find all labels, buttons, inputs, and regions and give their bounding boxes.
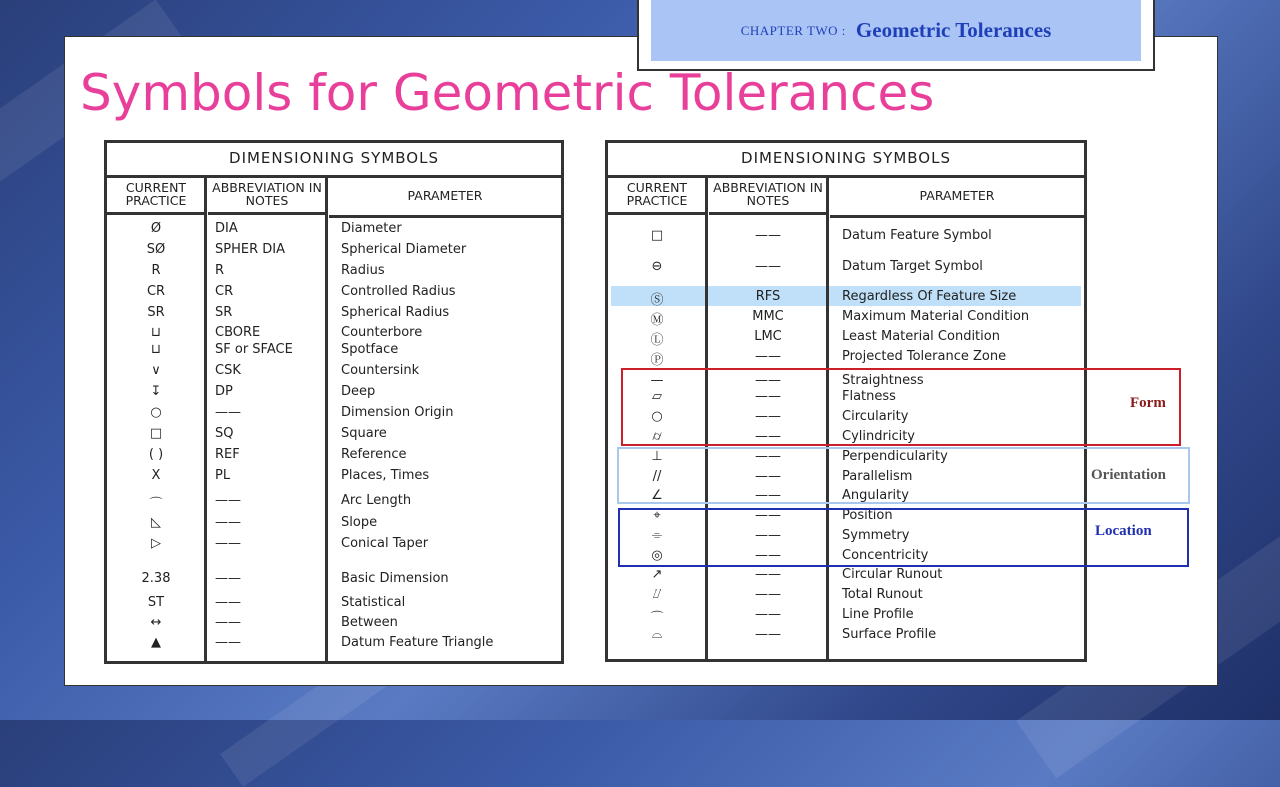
left-symbols-table [104,140,564,664]
symbol-cell: ○ [150,405,162,420]
parameter-cell: Controlled Radius [341,284,456,299]
parameter-cell: Datum Feature Triangle [341,635,494,650]
symbol-cell: ⌖ [653,508,661,523]
parameter-cell: Datum Target Symbol [842,259,983,274]
parameter-cell: Basic Dimension [341,571,449,586]
table-row [608,289,1084,309]
parameter-cell: Maximum Material Condition [842,309,1030,324]
symbol-cell: ◺ [151,515,161,530]
abbreviation-cell: CBORE [215,325,261,340]
parameter-cell: Diameter [341,221,402,236]
parameter-cell: Statistical [341,595,406,610]
symbol-cell: // [652,469,662,484]
parameter-cell: Flatness [842,389,896,404]
symbol-cell: ST [147,595,165,610]
abbreviation-cell: —— [755,607,781,622]
parameter-cell: Perpendicularity [842,449,948,464]
chapter-title: Geometric Tolerances [855,18,1052,42]
symbol-cell: ⌭ [652,429,662,444]
column-header-parameter: PARAMETER [830,175,1084,218]
parameter-cell: Position [842,508,893,523]
symbol-cell: ∠ [651,488,663,503]
table-row [107,221,561,241]
symbol-cell: ⌰ [652,587,662,602]
table-row [107,635,561,655]
parameter-cell: Spotface [341,342,399,357]
symbol-cell: ⌒ [650,611,664,626]
abbreviation-cell: —— [755,627,781,642]
parameter-cell: Conical Taper [341,536,429,551]
parameter-cell: Slope [341,515,378,530]
parameter-cell: Reference [341,447,407,462]
abbreviation-cell: —— [755,469,781,484]
symbol-cell: SR [147,305,165,320]
abbreviation-cell: —— [755,409,781,424]
symbol-cell: ⊔ [150,325,162,340]
form-group-label: Form [1130,395,1166,411]
abbreviation-cell: SQ [215,426,234,441]
symbol-cell: ⊖ [651,259,663,274]
chapter-prefix: CHAPTER TWO : [740,22,846,38]
abbreviation-cell: —— [215,571,241,586]
column-header-current-practice: CURRENT PRACTICE [608,175,706,215]
table-row [608,349,1084,369]
symbol-cell: Ⓜ [650,313,664,328]
symbol-cell: Ⓢ [650,293,664,308]
chapter-banner [637,0,1155,71]
table-row [107,536,561,556]
parameter-cell: Line Profile [842,607,914,622]
table-row [107,384,561,404]
table-row [107,284,561,304]
parameter-cell: Counterbore [341,325,423,340]
parameter-cell: Dimension Origin [341,405,454,420]
symbol-cell: ( ) [148,447,164,462]
parameter-cell: Least Material Condition [842,329,1000,344]
table-row [107,405,561,425]
table-row [107,242,561,262]
parameter-cell: Projected Tolerance Zone [842,349,1007,364]
page-title: Symbols for Geometric Tolerances [80,64,935,122]
table-row [608,329,1084,349]
abbreviation-cell: R [215,263,225,278]
symbol-cell: R [151,263,161,278]
abbreviation-cell: —— [755,567,781,582]
symbol-cell: ▱ [652,389,662,404]
abbreviation-cell: SPHER DIA [215,242,285,257]
table-row [107,363,561,383]
symbol-cell: Ø [150,221,162,236]
symbol-cell: ↗ [651,567,663,582]
table-row [107,342,561,362]
symbol-cell: ▷ [151,536,161,551]
parameter-cell: Straightness [842,373,924,388]
parameter-cell: Total Runout [842,587,923,602]
abbreviation-cell: —— [215,635,241,650]
abbreviation-cell: —— [755,508,781,523]
table-row [608,259,1084,279]
column-header-current-practice: CURRENT PRACTICE [107,175,205,215]
parameter-cell: Regardless Of Feature Size [842,289,1017,304]
symbol-cell: ▲ [151,635,161,650]
abbreviation-cell: SR [215,305,233,320]
parameter-cell: Radius [341,263,385,278]
table-row [107,263,561,283]
chapter-banner-inner [651,0,1141,61]
table-row [107,515,561,535]
abbreviation-cell: —— [755,429,781,444]
table-row [608,627,1084,647]
abbreviation-cell: PL [215,468,231,483]
symbol-cell: SØ [146,242,166,257]
parameter-cell: Places, Times [341,468,430,483]
table-row [107,615,561,635]
table-row [107,493,561,513]
table-row [608,228,1084,248]
symbol-cell: □ [650,228,664,243]
symbol-cell: □ [149,426,163,441]
abbreviation-cell: LMC [754,329,782,344]
parameter-cell: Cylindricity [842,429,915,444]
abbreviation-cell: CR [215,284,234,299]
table-row [107,595,561,615]
table-row [608,567,1084,587]
orientation-group-label: Orientation [1091,467,1166,483]
parameter-cell: Parallelism [842,469,913,484]
abbreviation-cell: CSK [215,363,241,378]
table-row [608,607,1084,627]
symbol-cell: Ⓟ [650,353,664,368]
abbreviation-cell: —— [215,595,241,610]
abbreviation-cell: —— [755,587,781,602]
symbol-cell: ⊔ [150,342,162,357]
symbol-cell: ⊥ [651,449,663,464]
symbol-cell: ↧ [150,384,162,399]
symbol-cell: ⌒ [149,497,163,512]
column-header-abbreviation: ABBREVIATION IN NOTES [709,175,827,215]
abbreviation-cell: DP [215,384,233,399]
abbreviation-cell: DIA [215,221,238,236]
parameter-cell: Datum Feature Symbol [842,228,992,243]
table-heading: DIMENSIONING SYMBOLS [107,143,561,178]
form-group-box [621,368,1181,446]
abbreviation-cell: —— [755,389,781,404]
table-row [608,309,1084,329]
table-heading: DIMENSIONING SYMBOLS [608,143,1084,178]
symbol-cell: ↔ [150,615,162,630]
parameter-cell: Surface Profile [842,627,937,642]
table-row [107,305,561,325]
abbreviation-cell: —— [755,488,781,503]
parameter-cell: Arc Length [341,493,412,508]
abbreviation-cell: —— [755,548,781,563]
location-group-label: Location [1095,523,1152,539]
abbreviation-cell: —— [215,493,241,508]
parameter-cell: Concentricity [842,548,929,563]
table-row [608,587,1084,607]
column-header-parameter: PARAMETER [329,175,561,218]
abbreviation-cell: —— [215,515,241,530]
abbreviation-cell: SF or SFACE [215,342,293,357]
symbol-cell: ⌓ [651,627,663,642]
abbreviation-cell: MMC [752,309,784,324]
parameter-cell: Spherical Diameter [341,242,467,257]
symbol-cell: ◎ [651,548,663,563]
parameter-cell: Countersink [341,363,420,378]
symbol-cell: ∨ [151,363,161,378]
parameter-cell: Spherical Radius [341,305,450,320]
symbol-cell: 2.38 [141,571,171,586]
parameter-cell: Square [341,426,387,441]
parameter-cell: Circular Runout [842,567,943,582]
symbol-cell: ⌯ [651,528,663,543]
abbreviation-cell: —— [215,536,241,551]
abbreviation-cell: REF [215,447,240,462]
abbreviation-cell: —— [755,349,781,364]
abbreviation-cell: —— [755,528,781,543]
column-header-abbreviation: ABBREVIATION IN NOTES [208,175,326,215]
parameter-cell: Circularity [842,409,909,424]
symbol-cell: X [151,468,161,483]
parameter-cell: Deep [341,384,376,399]
abbreviation-cell: —— [215,615,241,630]
abbreviation-cell: —— [755,228,781,243]
parameter-cell: Symmetry [842,528,910,543]
symbol-cell: ○ [651,409,663,424]
parameter-cell: Angularity [842,488,909,503]
abbreviation-cell: —— [215,405,241,420]
abbreviation-cell: —— [755,449,781,464]
symbol-cell: Ⓛ [650,333,664,348]
abbreviation-cell: —— [755,373,781,388]
table-row [107,571,561,591]
symbol-cell: — [650,373,664,388]
table-row [107,447,561,467]
table-row [107,468,561,488]
abbreviation-cell: —— [755,259,781,274]
table-row [107,426,561,446]
parameter-cell: Between [341,615,398,630]
abbreviation-cell: RFS [755,289,781,304]
symbol-cell: CR [146,284,166,299]
